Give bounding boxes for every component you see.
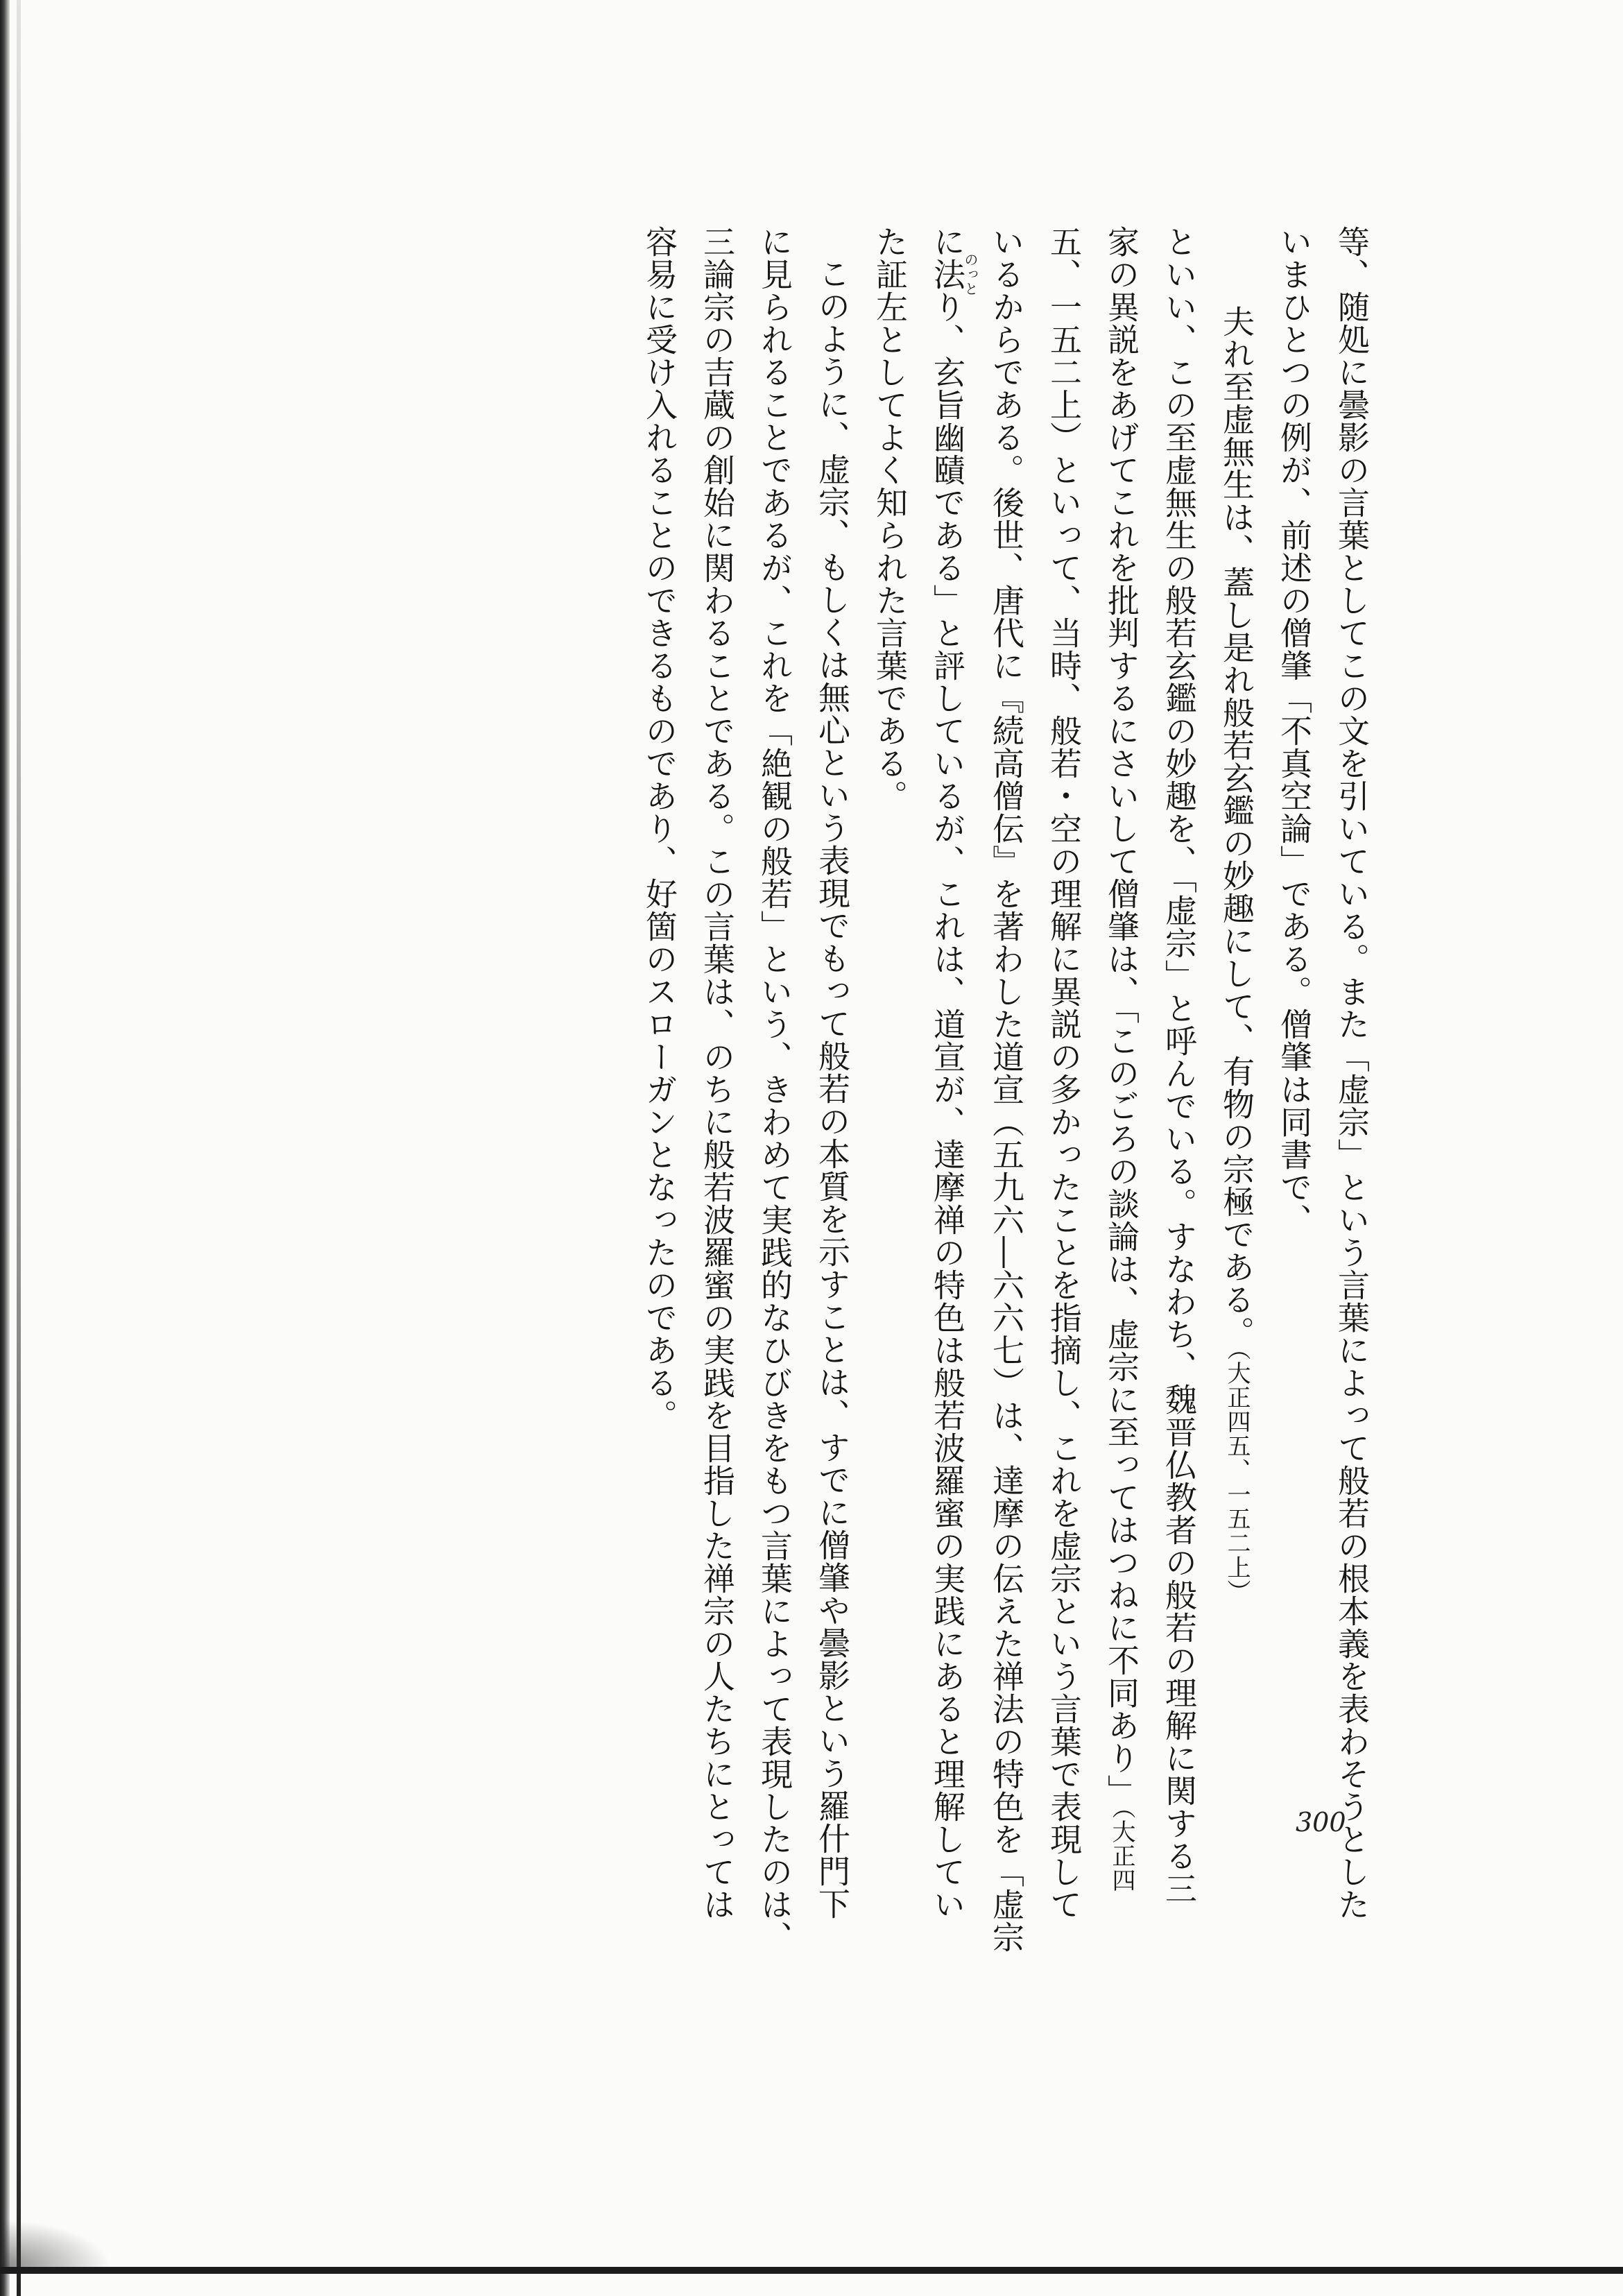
text-column-7: いるからである。後世、唐代に『続高僧伝』を著わした道宣（五九六―六六七）は、達摩の伝えた禅法の特色を「虚宗 — [988, 225, 1025, 1953]
text-column-5 — [1092, 225, 1150, 1892]
binding-shadow — [17, 0, 21, 2296]
text-column-8: に法のっとり、玄旨幽賾である」と評しているが、これは、道宣が、達摩禅の特色は般若波羅蜜の実践にあると理解してい — [929, 225, 979, 1921]
citation-note-2: （大正四 — [1108, 1807, 1135, 1892]
text-column-5-body: 家の異説をあげてこれを批判するにさいして僧肇は、「このごろの談論は、虚宗に至ってはつねに不同あり」 — [1103, 225, 1140, 1807]
ruby-reading: のっと — [962, 252, 979, 296]
text-column-2: いまひとつの例が、前述の僧肇「不真空論」である。僧肇は同書で、 — [1276, 225, 1313, 1236]
text-column-6: 五、一五二上）といって、当時、般若・空の理解に異説の多かったことを指摘し、これを虚宗という言葉で表現して — [1045, 225, 1083, 1921]
text-column-13: 容易に受け入れることのできるものであり、好箇のスローガンとなったのである。 — [641, 225, 678, 1432]
text-column-9: た証左としてよく知られた言葉である。 — [871, 225, 909, 812]
scan-bottom-edge — [0, 2267, 1623, 2274]
scan-left-edge — [0, 0, 10, 2296]
ruby-annotation: 法のっと — [929, 252, 979, 296]
text-column-11: に見られることであるが、これを「絶観の般若」という、きわめて実践的なひびきをもつ言葉によって表現したのは、 — [756, 225, 793, 1953]
text-column-4: といい、この至虚無生の般若玄鑑の妙趣を、「虚宗」と呼んでいる。すなわち、魏晋仏教者の般若の理解に関する三 — [1160, 225, 1198, 1905]
quotation-text: 夫れ至虚無生は、蓋し是れ般若玄鑑の妙趣にして、有物の宗極である。 — [1218, 305, 1255, 1348]
scan-corner-shadow — [0, 2220, 111, 2267]
page-number: 300 — [1296, 1807, 1346, 1837]
text-column-12: 三論宗の吉蔵の創始に関わることである。この言葉は、のちに般若波羅蜜の実践を目指した禅宗の人たちにとっては — [698, 225, 736, 1921]
paragraph-start-column: このように、虚宗、もしくは無心という表現でもって般若の本質を示すことは、すでに僧肇や曇影という羅什門下 — [814, 257, 851, 1920]
text-column-1: 等、随処に曇影の言葉としてこの文を引いている。また「虚宗」という言葉によって般若の根本義を表わそうとした — [1333, 225, 1371, 1921]
citation-note: （大正四五、一五二上） — [1223, 1348, 1251, 1604]
quotation-column — [1208, 225, 1265, 1821]
